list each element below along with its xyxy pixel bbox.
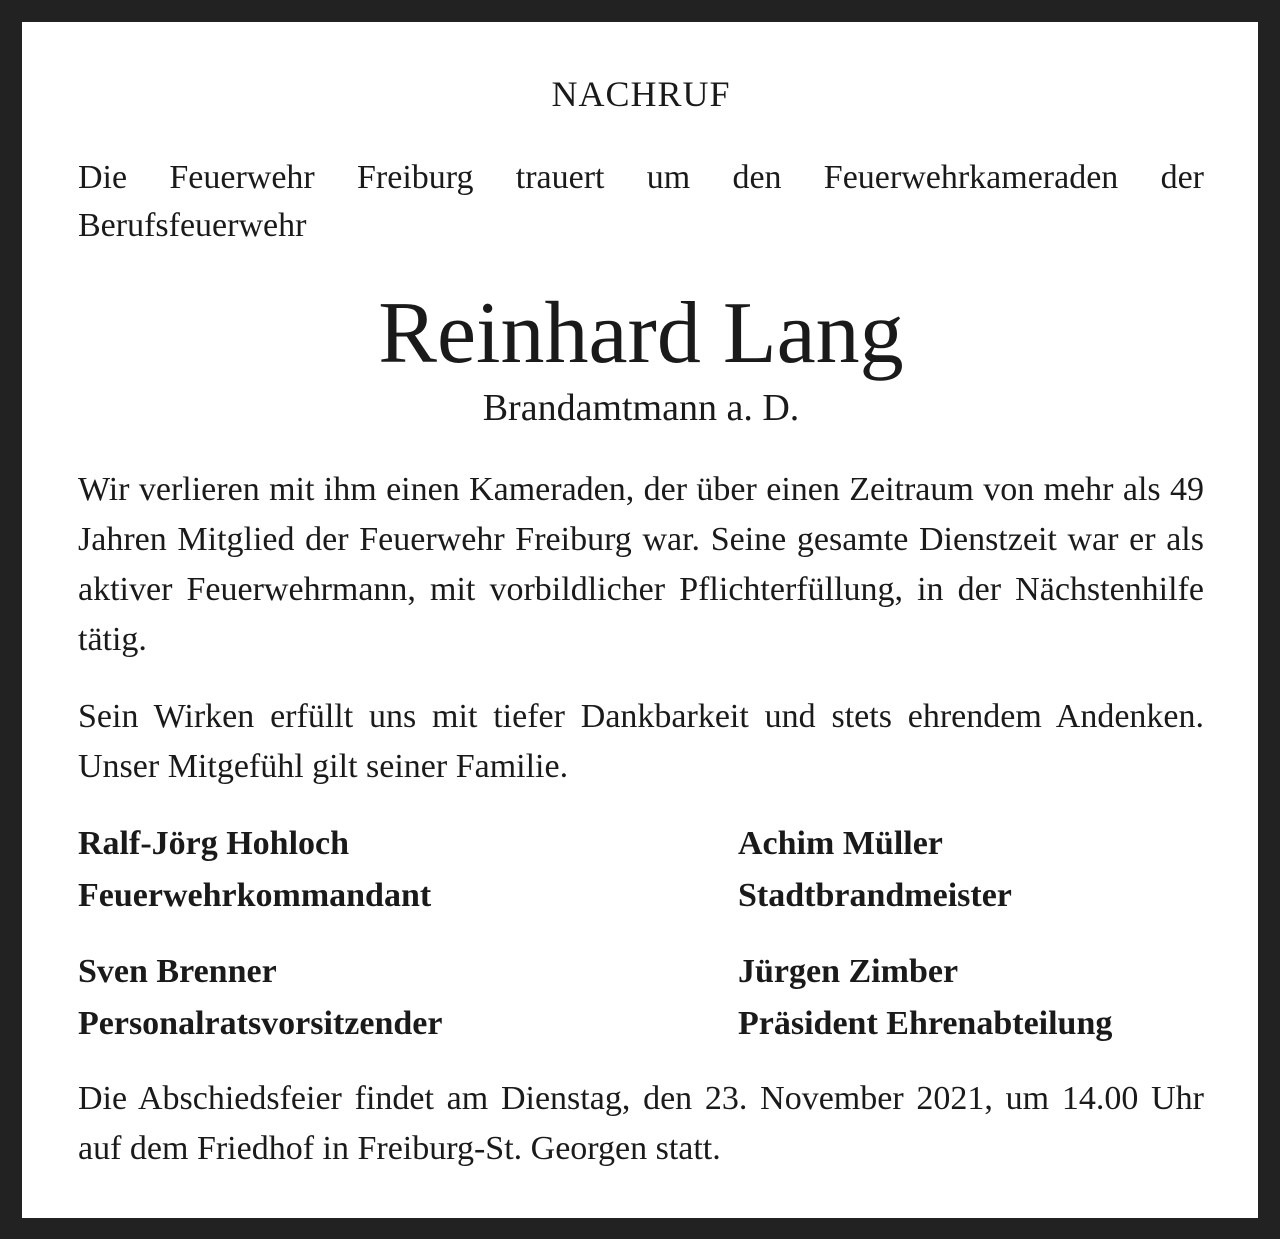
- signatory-name: Sven Brenner: [78, 953, 277, 990]
- signatory-title: Präsident Ehrenabteilung: [738, 1005, 1113, 1042]
- signatory: [78, 818, 431, 922]
- notice-heading: NACHRUF: [551, 74, 731, 114]
- deceased-name: Reinhard Lang: [378, 285, 904, 382]
- signatory-name: Ralf-Jörg Hohloch: [78, 825, 350, 862]
- signatory: [738, 818, 1012, 922]
- intro-text: Die Feuerwehr Freiburg trauert um den Feuerwehrkameraden der Berufsfeuerwehr: [78, 159, 1204, 244]
- signatory: [78, 946, 442, 1050]
- deceased-rank: Brandamtmann a. D.: [482, 387, 800, 429]
- ceremony-info: Die Abschiedsfeier findet am Dienstag, den 23. November 2021, um 14.00 Uhr auf dem Friedhof in Freiburg-St. Georgen statt.: [78, 1080, 1204, 1167]
- signatory-title: Stadtbrandmeister: [738, 877, 1012, 914]
- signatory: [738, 946, 1112, 1050]
- signatory-title: Personalratsvorsitzender: [78, 1005, 443, 1042]
- signatory-name: Achim Müller: [738, 825, 943, 862]
- signatory-title: Feuerwehrkommandant: [78, 877, 432, 914]
- obituary-notice: [22, 22, 1258, 1218]
- condolence-paragraph: Sein Wirken erfüllt uns mit tiefer Dankbarkeit und stets ehrendem Andenken. Unser Mitgefühl gilt seiner Familie.: [78, 698, 1204, 785]
- signatory-name: Jürgen Zimber: [738, 953, 959, 990]
- tribute-paragraph: Wir verlieren mit ihm einen Kameraden, der über einen Zeitraum von mehr als 49 Jahren Mitglied der Feuerwehr Freiburg war. Seine gesamte Dienstzeit war er als aktiver Feuerwehrmann, mit vorbildlicher Pflichterfüllung, in der Nächstenhilfe tätig.: [78, 471, 1204, 658]
